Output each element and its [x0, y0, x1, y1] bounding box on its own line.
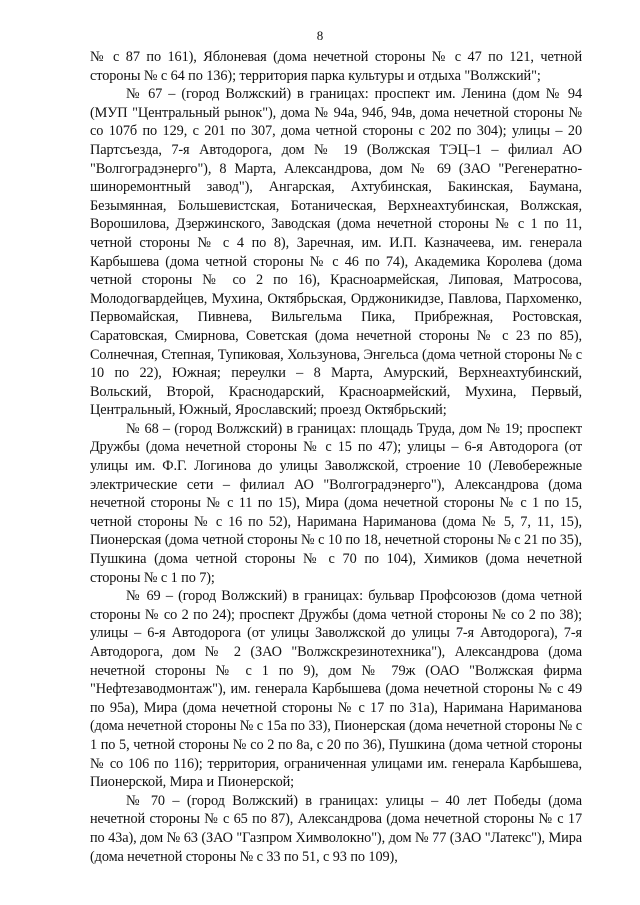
paragraph-district-68: № 68 – (город Волжский) в границах: площадь Труда, дом № 19; проспект Дружбы (дома нечетной стороны № с 15 по 47); улицы – 6-я Автодорога (от улицы им. Ф.Г. Логинова до улицы Заволжской, строение 10 (Левобережные электрические сети – филиал АО "Волгоградэнерго"), Александрова (дома нечетной стороны № с 11 по 15), Мира (дома нечетной стороны № с 1 по 15, четной стороны № с 16 по 52), Наримана Нариманова (дома № 5, 7, 11, 15), Пионерская (дома четной стороны № с 10 по 18, нечетной стороны № с 21 по 35), Пушкина (дома четной стороны № с 70 по 104), Химиков (дома нечетной стороны № с 1 по 7);: [90, 420, 582, 586]
paragraph-district-70: № 70 – (город Волжский) в границах: улицы – 40 лет Победы (дома нечетной стороны № с 65 по 87), Александрова (дома нечетной стороны № с 17 по 43а), дом № 63 (ЗАО "Газпром Химволокно"), дом № 77 (ЗАО "Латекс"), Мира (дома нечетной стороны № с 33 по 51, с 93 по 109),: [90, 792, 582, 865]
paragraph-district-67: № 67 – (город Волжский) в границах: проспект им. Ленина (дом № 94 (МУП "Центральный рынок"), дома № 94а, 94б, 94в, дома нечетной стороны № со 107б по 129, с 201 по 307, дома четной стороны с 202 по 304); улицы – 20 Партсъезда, 7-я Автодорога, дом № 19 (Волжская ТЭЦ–1 – филиал АО "Волгоградэнерго"), 8 Марта, Александрова, дом № 69 (ЗАО "Регенератно-шиноремонтный завод"), Ангарская, Ахтубинская, Бакинская, Баумана, Безымянная, Большевистская, Ботаническая, Верхнеахтубинская, Волжская, Ворошилова, Дзержинского, Заводская (дома нечетной стороны № с 1 по 11, четной стороны № с 4 по 8), Заречная, им. И.П. Казначеева, им. генерала Карбышева (дома четной стороны № с 46 по 74), Академика Королева (дома четной стороны № со 2 по 16), Красноармейская, Липовая, Матросова, Молодогвардейцев, Мухина, Октябрьская, Орджоникидзе, Павлова, Пархоменко, Первомайская, Пивнева, Вильгельма Пика, Прибрежная, Ростовская, Саратовская, Смирнова, Советская (дома нечетной стороны № с 23 по 85), Солнечная, Степная, Тупиковая, Хользунова, Энгельса (дома четной стороны № с 10 по 22), Южная; переулки – 8 Марта, Амурский, Верхнеахтубинский, Вольский, Второй, Краснодарский, Красноармейский, Мухина, Первый, Центральный, Южный, Ярославский; проезд Октябрьский;: [90, 86, 582, 419]
paragraph-district-69: № 69 – (город Волжский) в границах: бульвар Профсоюзов (дома четной стороны № со 2 по 24); проспект Дружбы (дома четной стороны № со 2 по 38); улицы – 6-я Автодорога (от улицы Заволжской до улицы 7-я Автодорога), 7-я Автодорога, дом № 2 (ЗАО "Волжскрезинотехника"), Александрова (дома нечетной стороны № с 1 по 9), дом № 79ж (ОАО "Волжская фирма "Нефтезаводмонтаж"), им. генерала Карбышева (дома нечетной стороны № с 49 по 95а), Мира (дома нечетной стороны № с 17 по 31а), Наримана Нариманова (дома нечетной стороны № с 15а по 33), Пионерская (дома нечетной стороны № с 1 по 5, четной стороны № со 2 по 8а, с 20 по 36), Пушкина (дома четной стороны № со 106 по 116); территория, ограниченная улицами им. генерала Карбышева, Пионерской, Мира и Пионерской;: [90, 588, 582, 791]
page-number: 8: [316, 28, 324, 43]
document-body: [90, 48, 582, 866]
paragraph-continuation: № с 87 по 161), Яблоневая (дома нечетной стороны № с 47 по 121, четной стороны № с 64 по 136); территория парка культуры и отдыха "Волжский";: [90, 49, 582, 84]
